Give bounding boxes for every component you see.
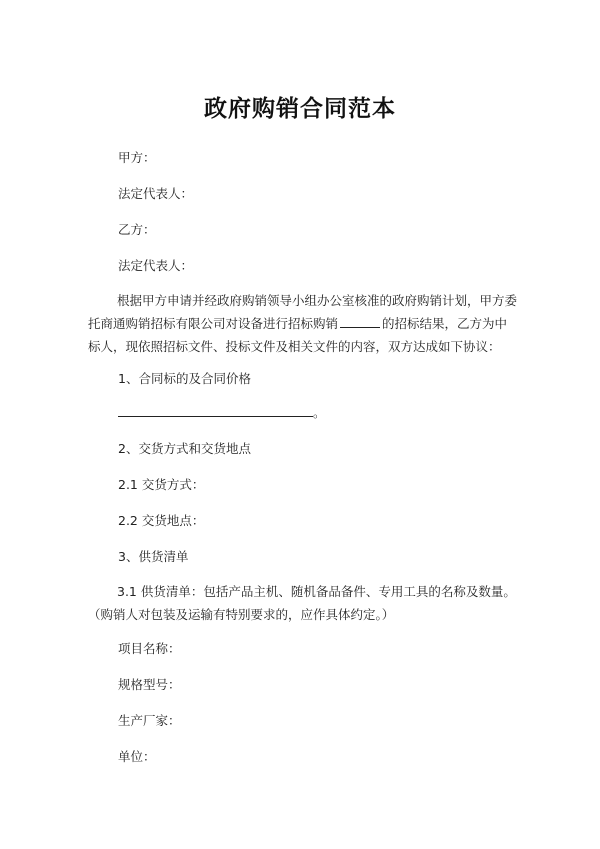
intro-paragraph: [88, 289, 518, 358]
supply-list-paragraph: [88, 580, 518, 626]
project-name-label: 项目名称：: [118, 641, 181, 656]
party-a-rep-label: 法定代表人：: [118, 186, 194, 201]
contract-price-line: [118, 404, 326, 421]
section3-heading: 3、供货清单: [118, 549, 189, 564]
delivery-place-label: 2.2 交货地点：: [118, 513, 205, 528]
delivery-method-label: 2.1 交货方式：: [118, 477, 205, 492]
unit-label: 单位：: [118, 749, 156, 764]
intro-text-part2: 的招标结果，乙方为中标人，现依照招标文件、投标文件及相关文件的内容，双方达成如下协议：: [88, 316, 508, 354]
party-a-label: 甲方：: [118, 150, 156, 165]
contract-price-period: 。: [313, 405, 326, 420]
model-label: 规格型号：: [118, 677, 181, 692]
document-title: 政府购销合同范本: [204, 96, 396, 122]
contract-price-blank: [118, 404, 313, 417]
party-b-rep-label: 法定代表人：: [118, 258, 194, 273]
section2-heading: 2、交货方式和交货地点: [118, 441, 251, 456]
party-b-label: 乙方：: [118, 222, 156, 237]
bid-name-blank: [340, 315, 380, 328]
manufacturer-label: 生产厂家：: [118, 713, 181, 728]
supply-list-text: 3.1 供货清单：包括产品主机、随机备品备件、专用工具的名称及数量。（购销人对包装及运输有特别要求的，应作具体约定。）: [88, 584, 516, 622]
intro-text-part1: 根据甲方申请并经政府购销领导小组办公室核准的政府购销计划，甲方委托商通购销招标有限公司对设备进行招标购销: [88, 293, 518, 331]
section1-heading: 1、合同标的及合同价格: [118, 371, 251, 386]
